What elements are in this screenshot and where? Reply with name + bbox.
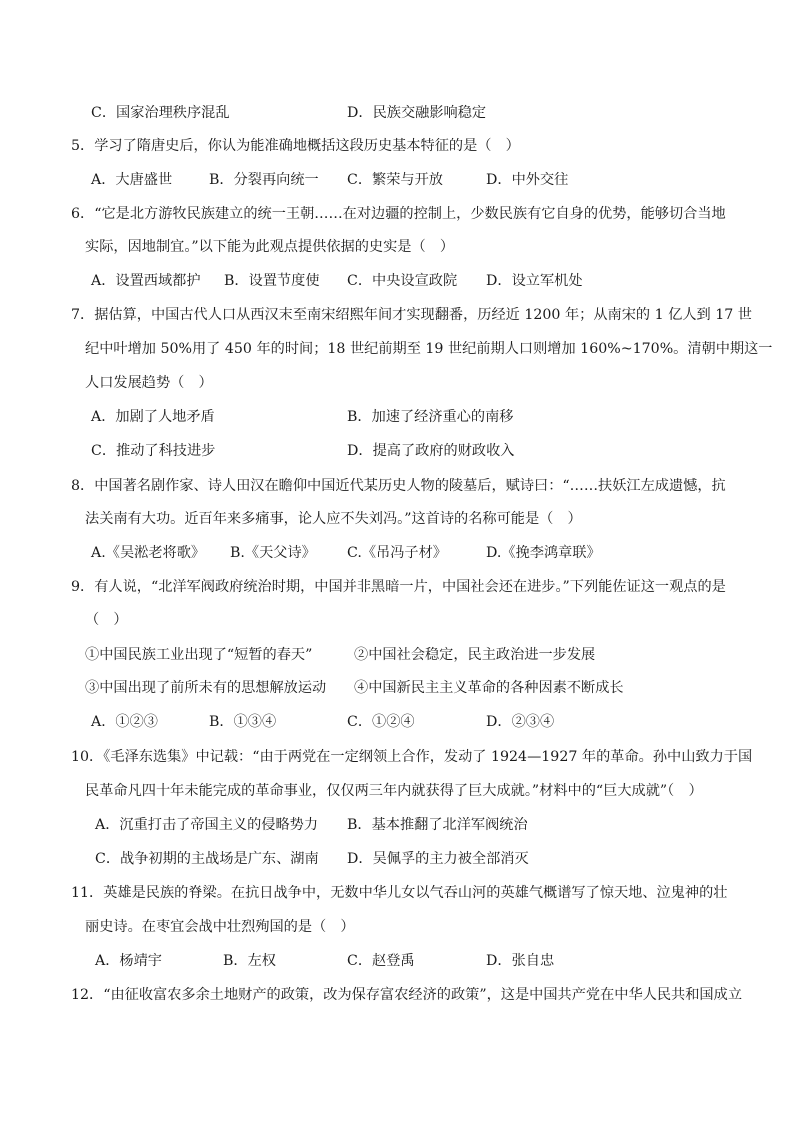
q6-option-a: A．设置西域都护 [91,273,201,289]
q9-option-a: A．①②③ [91,714,158,730]
q7-stem-line-1: 7．据估算，中国古代人口从西汉末至南宋绍熙年间才实现翻番，历经近 1200 年；从南宋的 1 亿人到 17 世 [71,307,752,323]
q6-stem-line-2: 实际，因地制宜。”以下能为此观点提供依据的史实是（ ） [85,239,455,255]
q9-option-c: C．①②④ [347,714,415,730]
q6-option-b: B．设置节度使 [224,273,320,289]
q10-option-b: B．基本推翻了北洋军阀统治 [347,817,528,833]
q11-option-b: B．左权 [223,953,276,969]
q11-option-c: C．赵登禹 [347,953,415,969]
q4-option-d: D．民族交融影响稳定 [347,105,487,121]
q9-stem-line-2: （ ） [85,612,128,628]
q9-statement-3: ③中国出现了前所未有的思想解放运动 [85,680,327,696]
q8-option-c: C.《吊冯子材》 [347,545,447,561]
q7-stem-line-2: 纪中叶增加 50%用了 450 年的时间；18 世纪前期至 19 世纪前期人口则增加 160%~170%。清朝中期这一 [85,341,773,357]
q10-option-d: D．吴佩孚的主力被全部消灭 [347,851,529,867]
q9-statement-2: ②中国社会稳定，民主政治进一步发展 [354,647,596,663]
q10-stem-line-2: 民革命凡四十年未能完成的革命事业，仅仅两三年内就获得了巨大成就。”材料中的“巨大成就”（ ） [85,783,703,799]
q11-option-d: D．张自忠 [486,953,555,969]
q11-option-a: A．杨靖宇 [95,953,162,969]
q9-stem-line-1: 9．有人说，“北洋军阀政府统治时期，中国并非黑暗一片，中国社会还在进步。”下列能佐证这一观点的是 [71,579,726,595]
q8-option-a: A.《吴淞老将歌》 [91,545,206,561]
q6-option-d: D．设立军机处 [486,273,583,289]
q10-option-a: A．沉重打击了帝国主义的侵略势力 [95,817,319,833]
q7-option-d: D．提高了政府的财政收入 [347,443,515,459]
q9-statement-1: ①中国民族工业出现了“短暂的春天” [85,647,313,663]
q11-stem-line-1: 11．英雄是民族的脊梁。在抗日战争中，无数中华儿女以气吞山河的英雄气概谱写了惊天地、泣鬼神的壮 [71,885,728,901]
q9-statement-4: ④中国新民主主义革命的各种因素不断成长 [354,680,624,696]
q9-option-d: D．②③④ [486,714,555,730]
q6-option-c: C．中央设宣政院 [347,273,458,289]
q8-stem-line-1: 8．中国著名剧作家、诗人田汉在瞻仰中国近代某历史人物的陵墓后，赋诗曰：“……扶妖江左成遗憾，抗 [71,478,726,494]
q7-option-c: C．推动了科技进步 [91,443,216,459]
q5-option-b: B．分裂再向统一 [209,172,319,188]
q7-option-a: A．加剧了人地矛盾 [91,409,215,425]
q5-stem: 5．学习了隋唐史后，你认为能准确地概括这段历史基本特征的是（ ） [71,138,520,154]
q10-option-c: C．战争初期的主战场是广东、湖南 [95,851,319,867]
q7-stem-line-3: 人口发展趋势（ ） [85,375,213,391]
q5-option-d: D．中外交往 [486,172,569,188]
q9-option-b: B．①③④ [209,714,277,730]
q6-stem-line-1: 6．“它是北方游牧民族建立的统一王朝……在对边疆的控制上，少数民族有它自身的优势，能够切合当地 [71,206,726,222]
q8-option-b: B.《天父诗》 [230,545,316,561]
q5-option-a: A．大唐盛世 [91,172,173,188]
q10-stem-line-1: 10．《毛泽东选集》中记载：“由于两党在一定纲领上合作，发动了 1924—1927 年的革命。孙中山致力于国 [71,749,753,765]
q8-option-d: D.《挽李鸿章联》 [486,545,601,561]
q5-option-c: C．繁荣与开放 [347,172,443,188]
q8-stem-line-2: 法关南有大功。近百年来多痛事，论人应不失刘冯。”这首诗的名称可能是（ ） [85,511,582,527]
q7-option-b: B．加速了经济重心的南移 [347,409,514,425]
q11-stem-line-2: 丽史诗。在枣宜会战中壮烈殉国的是（ ） [85,919,355,935]
q4-option-c: C．国家治理秩序混乱 [91,105,230,121]
q12-stem-line-1: 12．“由征收富农多余土地财产的政策，改为保存富农经济的政策”，这是中国共产党在中华人民共和国成立 [71,987,743,1003]
